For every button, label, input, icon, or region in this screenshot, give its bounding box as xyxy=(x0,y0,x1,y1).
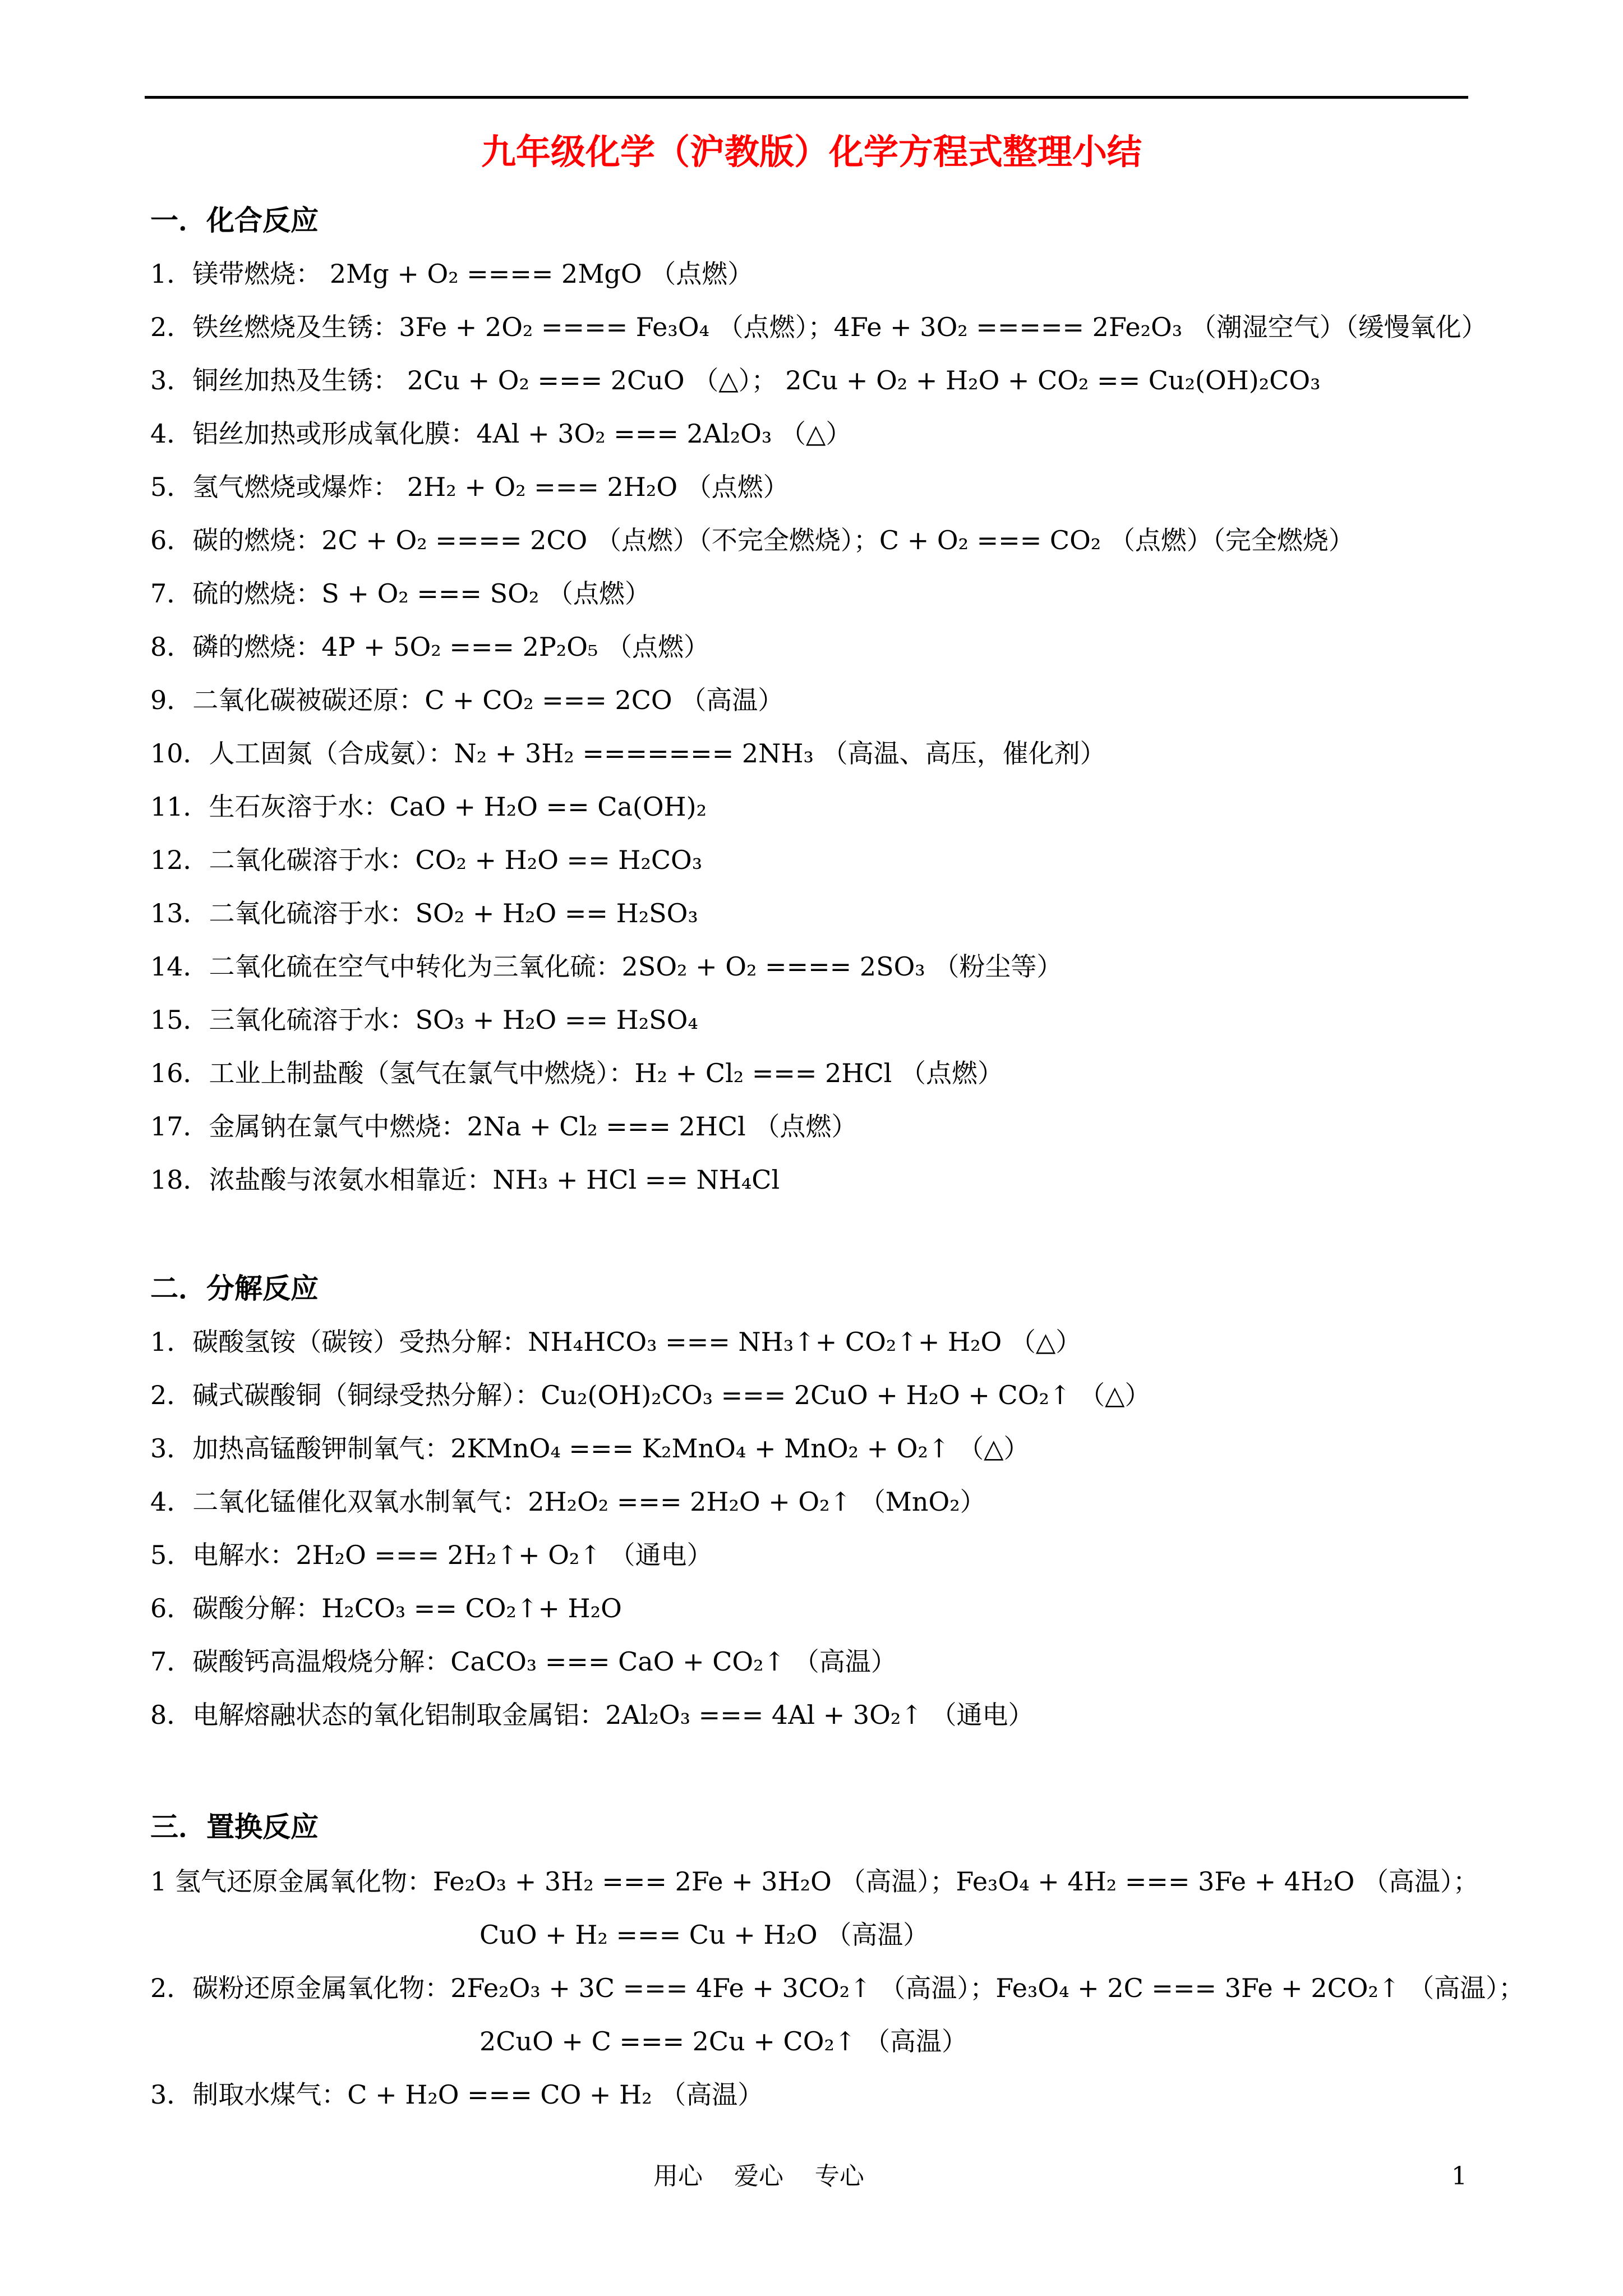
equation-line: 2．碳粉还原金属氧化物：2Fe₂O₃ + 3C === 4Fe + 3CO₂↑ （高温）；Fe₃O₄ + 2C === 3Fe + 2CO₂↑ （高温）； xyxy=(150,1973,1525,2003)
equation-line: 13．二氧化硫溶于水：SO₂ + H₂O == H₂SO₃ xyxy=(150,898,698,928)
equation-line: 7．硫的燃烧：S + O₂ === SO₂ （点燃） xyxy=(150,578,651,609)
page-number: 1 xyxy=(1451,2162,1467,2191)
section-heading-decomposition: 二．分解反应 xyxy=(150,1272,319,1305)
equation-line: 3．铜丝加热及生锈： 2Cu + O₂ === 2CuO （△）； 2Cu + O₂ + H₂O + CO₂ == Cu₂(OH)₂CO₃ xyxy=(150,365,1321,395)
equation-line: 11．生石灰溶于水：CaO + H₂O == Ca(OH)₂ xyxy=(150,792,707,822)
equation-line: 10．人工固氮（合成氨）：N₂ + 3H₂ ======= 2NH₃ （高温、高压，催化剂） xyxy=(150,738,1106,769)
equation-line: 2．碱式碳酸铜（铜绿受热分解）：Cu₂(OH)₂CO₃ === 2CuO + H₂O + CO₂↑ （△） xyxy=(150,1380,1151,1410)
footer-motto: 用心 爱心 专心 xyxy=(653,2162,864,2191)
equation-line: 6．碳酸分解：H₂CO₃ == CO₂↑+ H₂O xyxy=(150,1593,622,1623)
equation-line: 8．磷的燃烧：4P + 5O₂ === 2P₂O₅ （点燃） xyxy=(150,632,709,662)
equation-line: 1 氢气还原金属氧化物：Fe₂O₃ + 3H₂ === 2Fe + 3H₂O （高温）；Fe₃O₄ + 4H₂ === 3Fe + 4H₂O （高温）； xyxy=(150,1866,1479,1897)
equation-line: 14．二氧化硫在空气中转化为三氧化硫：2SO₂ + O₂ ==== 2SO₃ （粉尘等） xyxy=(150,951,1063,982)
equation-line: 16．工业上制盐酸（氢气在氯气中燃烧）：H₂ + Cl₂ === 2HCl （点燃） xyxy=(150,1058,1004,1088)
equation-line: 9．二氧化碳被碳还原：C + CO₂ === 2CO （高温） xyxy=(150,685,784,715)
section-heading-combination: 一．化合反应 xyxy=(150,204,319,237)
equation-line: 4．铝丝加热或形成氧化膜：4Al + 3O₂ === 2Al₂O₃ （△） xyxy=(150,418,852,449)
equation-line: 5．电解水：2H₂O === 2H₂↑+ O₂↑ （通电） xyxy=(150,1540,713,1570)
equation-line: 7．碳酸钙高温煅烧分解：CaCO₃ === CaO + CO₂↑ （高温） xyxy=(150,1646,897,1677)
equation-line: 3．制取水煤气：C + H₂O === CO + H₂ （高温） xyxy=(150,2079,764,2110)
equation-line: 15．三氧化硫溶于水：SO₃ + H₂O == H₂SO₄ xyxy=(150,1005,698,1035)
equation-line: 18．浓盐酸与浓氨水相靠近：NH₃ + HCl == NH₄Cl xyxy=(150,1165,780,1195)
equation-line: 1．镁带燃烧： 2Mg + O₂ ==== 2MgO （点燃） xyxy=(150,259,754,289)
equation-line: 4．二氧化锰催化双氧水制氧气：2H₂O₂ === 2H₂O + O₂↑ （MnO₂） xyxy=(150,1487,986,1517)
equation-line: 3．加热高锰酸钾制氧气：2KMnO₄ === K₂MnO₄ + MnO₂ + O₂↑ （△） xyxy=(150,1433,1030,1464)
equation-line: 2CuO + C === 2Cu + CO₂↑ （高温） xyxy=(479,2026,968,2056)
page-title: 九年级化学（沪教版）化学方程式整理小结 xyxy=(481,131,1142,172)
equation-line: 8．电解熔融状态的氧化铝制取金属铝：2Al₂O₃ === 4Al + 3O₂↑ （通电） xyxy=(150,1700,1034,1730)
header-rule xyxy=(145,96,1468,99)
equation-line: 2．铁丝燃烧及生锈：3Fe + 2O₂ ==== Fe₃O₄ （点燃）；4Fe + 3O₂ ===== 2Fe₂O₃ （潮湿空气）（缓慢氧化） xyxy=(150,312,1487,342)
section-heading-displacement: 三．置换反应 xyxy=(150,1810,319,1843)
equation-line: 5．氢气燃烧或爆炸： 2H₂ + O₂ === 2H₂O （点燃） xyxy=(150,472,789,502)
equation-line: 6．碳的燃烧：2C + O₂ ==== 2CO （点燃）（不完全燃烧）；C + O₂ === CO₂ （点燃）（完全燃烧） xyxy=(150,525,1354,555)
equation-line: CuO + H₂ === Cu + H₂O （高温） xyxy=(479,1920,929,1950)
equation-line: 12．二氧化碳溶于水：CO₂ + H₂O == H₂CO₃ xyxy=(150,845,703,875)
equation-line: 1．碳酸氢铵（碳铵）受热分解：NH₄HCO₃ === NH₃↑+ CO₂↑+ H₂O （△） xyxy=(150,1327,1082,1357)
equation-line: 17．金属钠在氯气中燃烧：2Na + Cl₂ === 2HCl （点燃） xyxy=(150,1111,857,1142)
